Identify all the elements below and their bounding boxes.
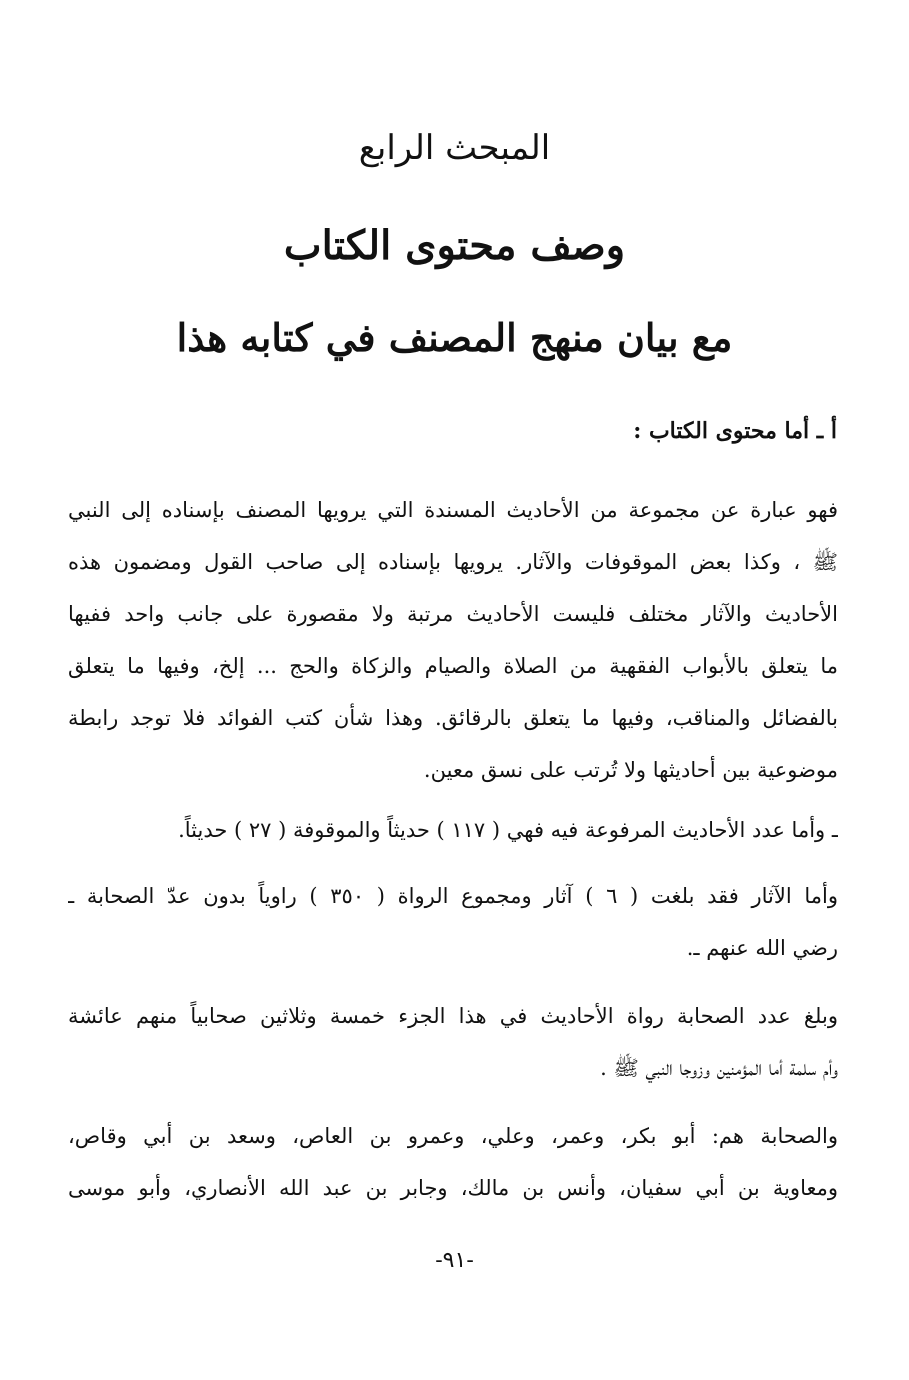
page-number: -٩١- [435,1248,474,1273]
text-line: رضي الله عنهم ـ. [686,936,838,960]
paragraph-companions-count [68,990,838,1094]
text-line: وبلغ عدد الصحابة رواة الأحاديث في هذا الجزء خمسة وثلاثين صحابياً منهم عائشة [68,1004,838,1028]
text-line: بالفضائل والمناقب، وفيها ما يتعلق بالرقائق. وهذا شأن كتب الفوائد فلا توجد رابطة [68,706,838,730]
text-line: وأم سلمة أما المؤمنين وزوجا النبي ﷺ . [600,1056,838,1080]
text-line: ما يتعلق بالأبواب الفقهية من الصلاة والصيام والزكاة والحج ... إلخ، وفيها ما يتعلق [68,654,838,678]
paragraph-companions-list [68,1110,838,1214]
text-line: الأحاديث والآثار مختلف فليست الأحاديث مرتبة ولا مقصورة على جانب واحد ففيها [68,602,838,626]
text-line: ومعاوية بن أبي سفيان، وأنس بن مالك، وجابر بن عبد الله الأنصاري، وأبو موسى [68,1176,838,1200]
chapter-heading: المبحث الرابع [358,128,551,168]
text-line: وأما الآثار فقد بلغت ( ٦ ) آثار ومجموع الرواة ( ٣٥٠ ) راوياً بدون عدّ الصحابة ـ [68,884,838,908]
page-subtitle: مع بيان منهج المصنف في كتابه هذا [176,315,733,360]
paragraph-hadith-count [68,804,838,856]
text-line: فهو عبارة عن مجموعة من الأحاديث المسندة التي يرويها المصنف بإسناده إلى النبي [68,498,838,522]
page-title: وصف محتوى الكتاب [283,222,626,269]
text-line: موضوعية بين أحاديثها ولا تُرتب على نسق معين. [423,758,838,782]
text-line: والصحابة هم: أبو بكر، وعمر، وعلي، وعمرو بن العاص، وسعد بن أبي وقاص، [68,1124,838,1148]
text-line: ﷺ ، وكذا بعض الموقوفات والآثار. يرويها بإسناده إلى صاحب القول ومضمون هذه [68,550,838,574]
section-heading: أ ـ أما محتوى الكتاب : [633,418,837,444]
paragraph-athar-count [68,870,838,974]
paragraph-content-description [68,484,838,796]
text-line: ـ وأما عدد الأحاديث المرفوعة فيه فهي ( ١١٧ ) حديثاً والموقوفة ( ٢٧ ) حديثاً. [178,818,838,842]
